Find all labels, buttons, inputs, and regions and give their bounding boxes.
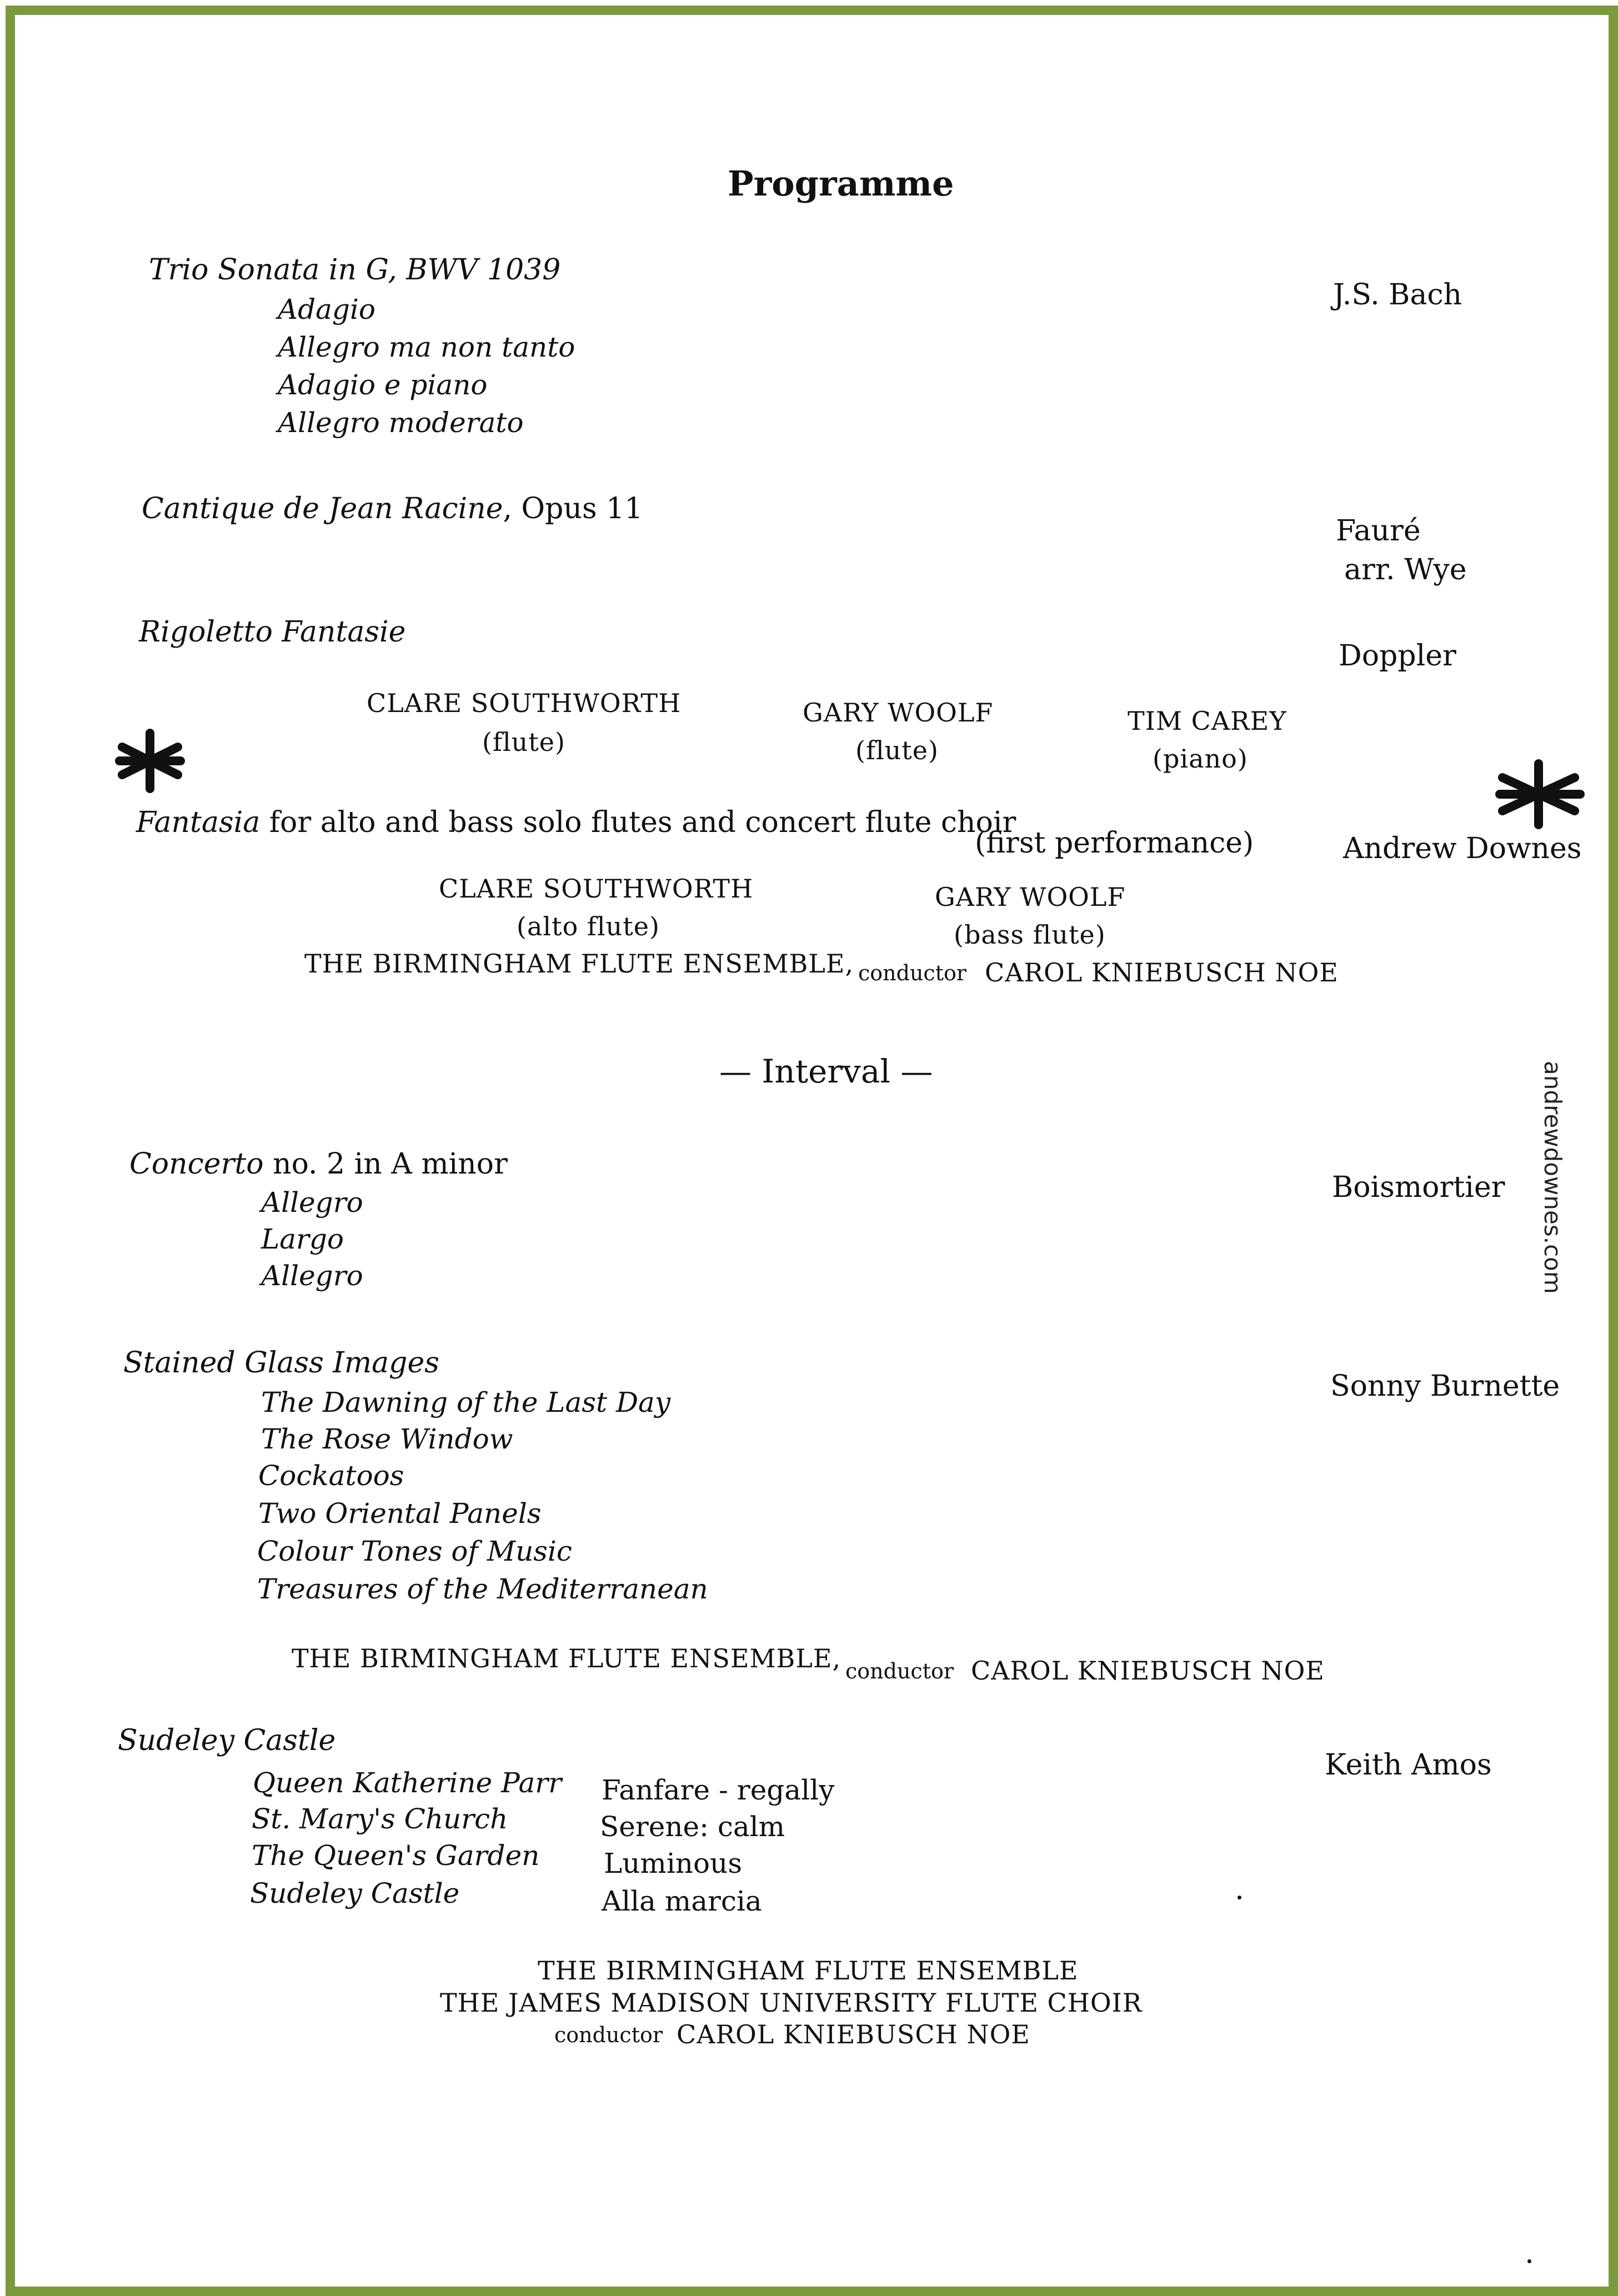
composer: Keith Amos	[1325, 1748, 1492, 1782]
performer-role: (flute)	[482, 727, 565, 757]
tempo-marking: Fanfare - regally	[602, 1774, 835, 1806]
conductor-label: conductor	[554, 2023, 663, 2047]
ensemble-name: THE BIRMINGHAM FLUTE ENSEMBLE,	[304, 949, 854, 979]
work-title: Rigoletto Fantasie	[139, 615, 406, 649]
composer: Sonny Burnette	[1330, 1370, 1560, 1403]
tempo-marking: Serene: calm	[600, 1811, 785, 1843]
work-title-italic: Fantasia	[136, 806, 261, 839]
work-title-italic: Cantique de Jean Racine	[142, 492, 503, 525]
work-title: Trio Sonata in G, BWV 1039	[149, 253, 561, 287]
arranger: arr. Wye	[1344, 553, 1467, 586]
ensemble-name: THE BIRMINGHAM FLUTE ENSEMBLE,	[292, 1643, 841, 1673]
movement: Allegro moderato	[278, 407, 524, 439]
composer: Fauré	[1336, 514, 1421, 548]
movement: Colour Tones of Music	[257, 1535, 572, 1567]
performer-role: (bass flute)	[954, 920, 1106, 950]
work-title: Stained Glass Images	[123, 1346, 439, 1380]
speck	[1527, 2259, 1531, 2263]
asterisk-icon	[111, 728, 189, 794]
performer-role: (alto flute)	[517, 911, 660, 941]
premiere-note: (first performance)	[975, 826, 1254, 860]
performer-name: TIM CAREY	[1128, 706, 1287, 736]
composer: Andrew Downes	[1343, 832, 1582, 865]
work-title-italic: Concerto	[129, 1147, 264, 1181]
movement: Cockatoos	[258, 1460, 404, 1492]
tempo-marking: Alla marcia	[602, 1885, 762, 1917]
composer: Boismortier	[1332, 1171, 1505, 1204]
movement: The Rose Window	[261, 1423, 513, 1455]
interval-heading: — Interval —	[719, 1052, 933, 1090]
performer-name: CLARE SOUTHWORTH	[439, 874, 754, 904]
composer: J.S. Bach	[1333, 278, 1462, 312]
work-title	[136, 808, 1016, 837]
work-title: Sudeley Castle	[118, 1724, 336, 1757]
tempo-marking: Luminous	[604, 1847, 742, 1879]
movement: Queen Katherine Parr	[253, 1767, 562, 1799]
conductor-name: CAROL KNIEBUSCH NOE	[677, 2019, 1030, 2049]
asterisk-icon	[1491, 758, 1586, 830]
performer-name: GARY WOOLF	[803, 698, 994, 728]
conductor-name: CAROL KNIEBUSCH NOE	[971, 1656, 1325, 1686]
composer: Doppler	[1339, 639, 1456, 673]
movement: Allegro	[261, 1260, 363, 1292]
performer-name: GARY WOOLF	[935, 882, 1126, 912]
conductor-label: conductor	[858, 961, 967, 985]
page-title: Programme	[728, 163, 954, 204]
performer-role: (flute)	[855, 735, 939, 765]
movement: Two Oriental Panels	[258, 1497, 542, 1530]
work-title-plain: for alto and bass solo flutes and concert flute choir	[260, 806, 1016, 839]
movement: Largo	[261, 1223, 344, 1255]
movement: Allegro	[261, 1186, 363, 1219]
website-watermark: andrewdownes.com	[1539, 1061, 1566, 1294]
movement: The Dawning of the Last Day	[261, 1386, 671, 1418]
movement: The Queen's Garden	[252, 1839, 540, 1872]
work-title	[142, 494, 643, 523]
ensemble-name: THE JAMES MADISON UNIVERSITY FLUTE CHOIR	[440, 1988, 1143, 2018]
performer-role: (piano)	[1153, 744, 1248, 774]
conductor-name: CAROL KNIEBUSCH NOE	[985, 957, 1339, 987]
movement: Treasures of the Mediterranean	[257, 1573, 708, 1605]
movement: Sudeley Castle	[250, 1877, 460, 1909]
movement: St. Mary's Church	[252, 1803, 508, 1835]
speck	[1238, 1896, 1241, 1899]
work-title-plain: , Opus 11	[503, 492, 643, 525]
ensemble-name: THE BIRMINGHAM FLUTE ENSEMBLE	[538, 1956, 1079, 1986]
performer-name: CLARE SOUTHWORTH	[367, 688, 682, 718]
work-title	[129, 1147, 508, 1181]
movement: Adagio	[278, 293, 376, 325]
movement: Adagio e piano	[278, 369, 488, 401]
work-title-plain: no. 2 in A minor	[263, 1147, 508, 1181]
movement: Allegro ma non tanto	[278, 331, 575, 363]
conductor-label: conductor	[845, 1659, 954, 1683]
